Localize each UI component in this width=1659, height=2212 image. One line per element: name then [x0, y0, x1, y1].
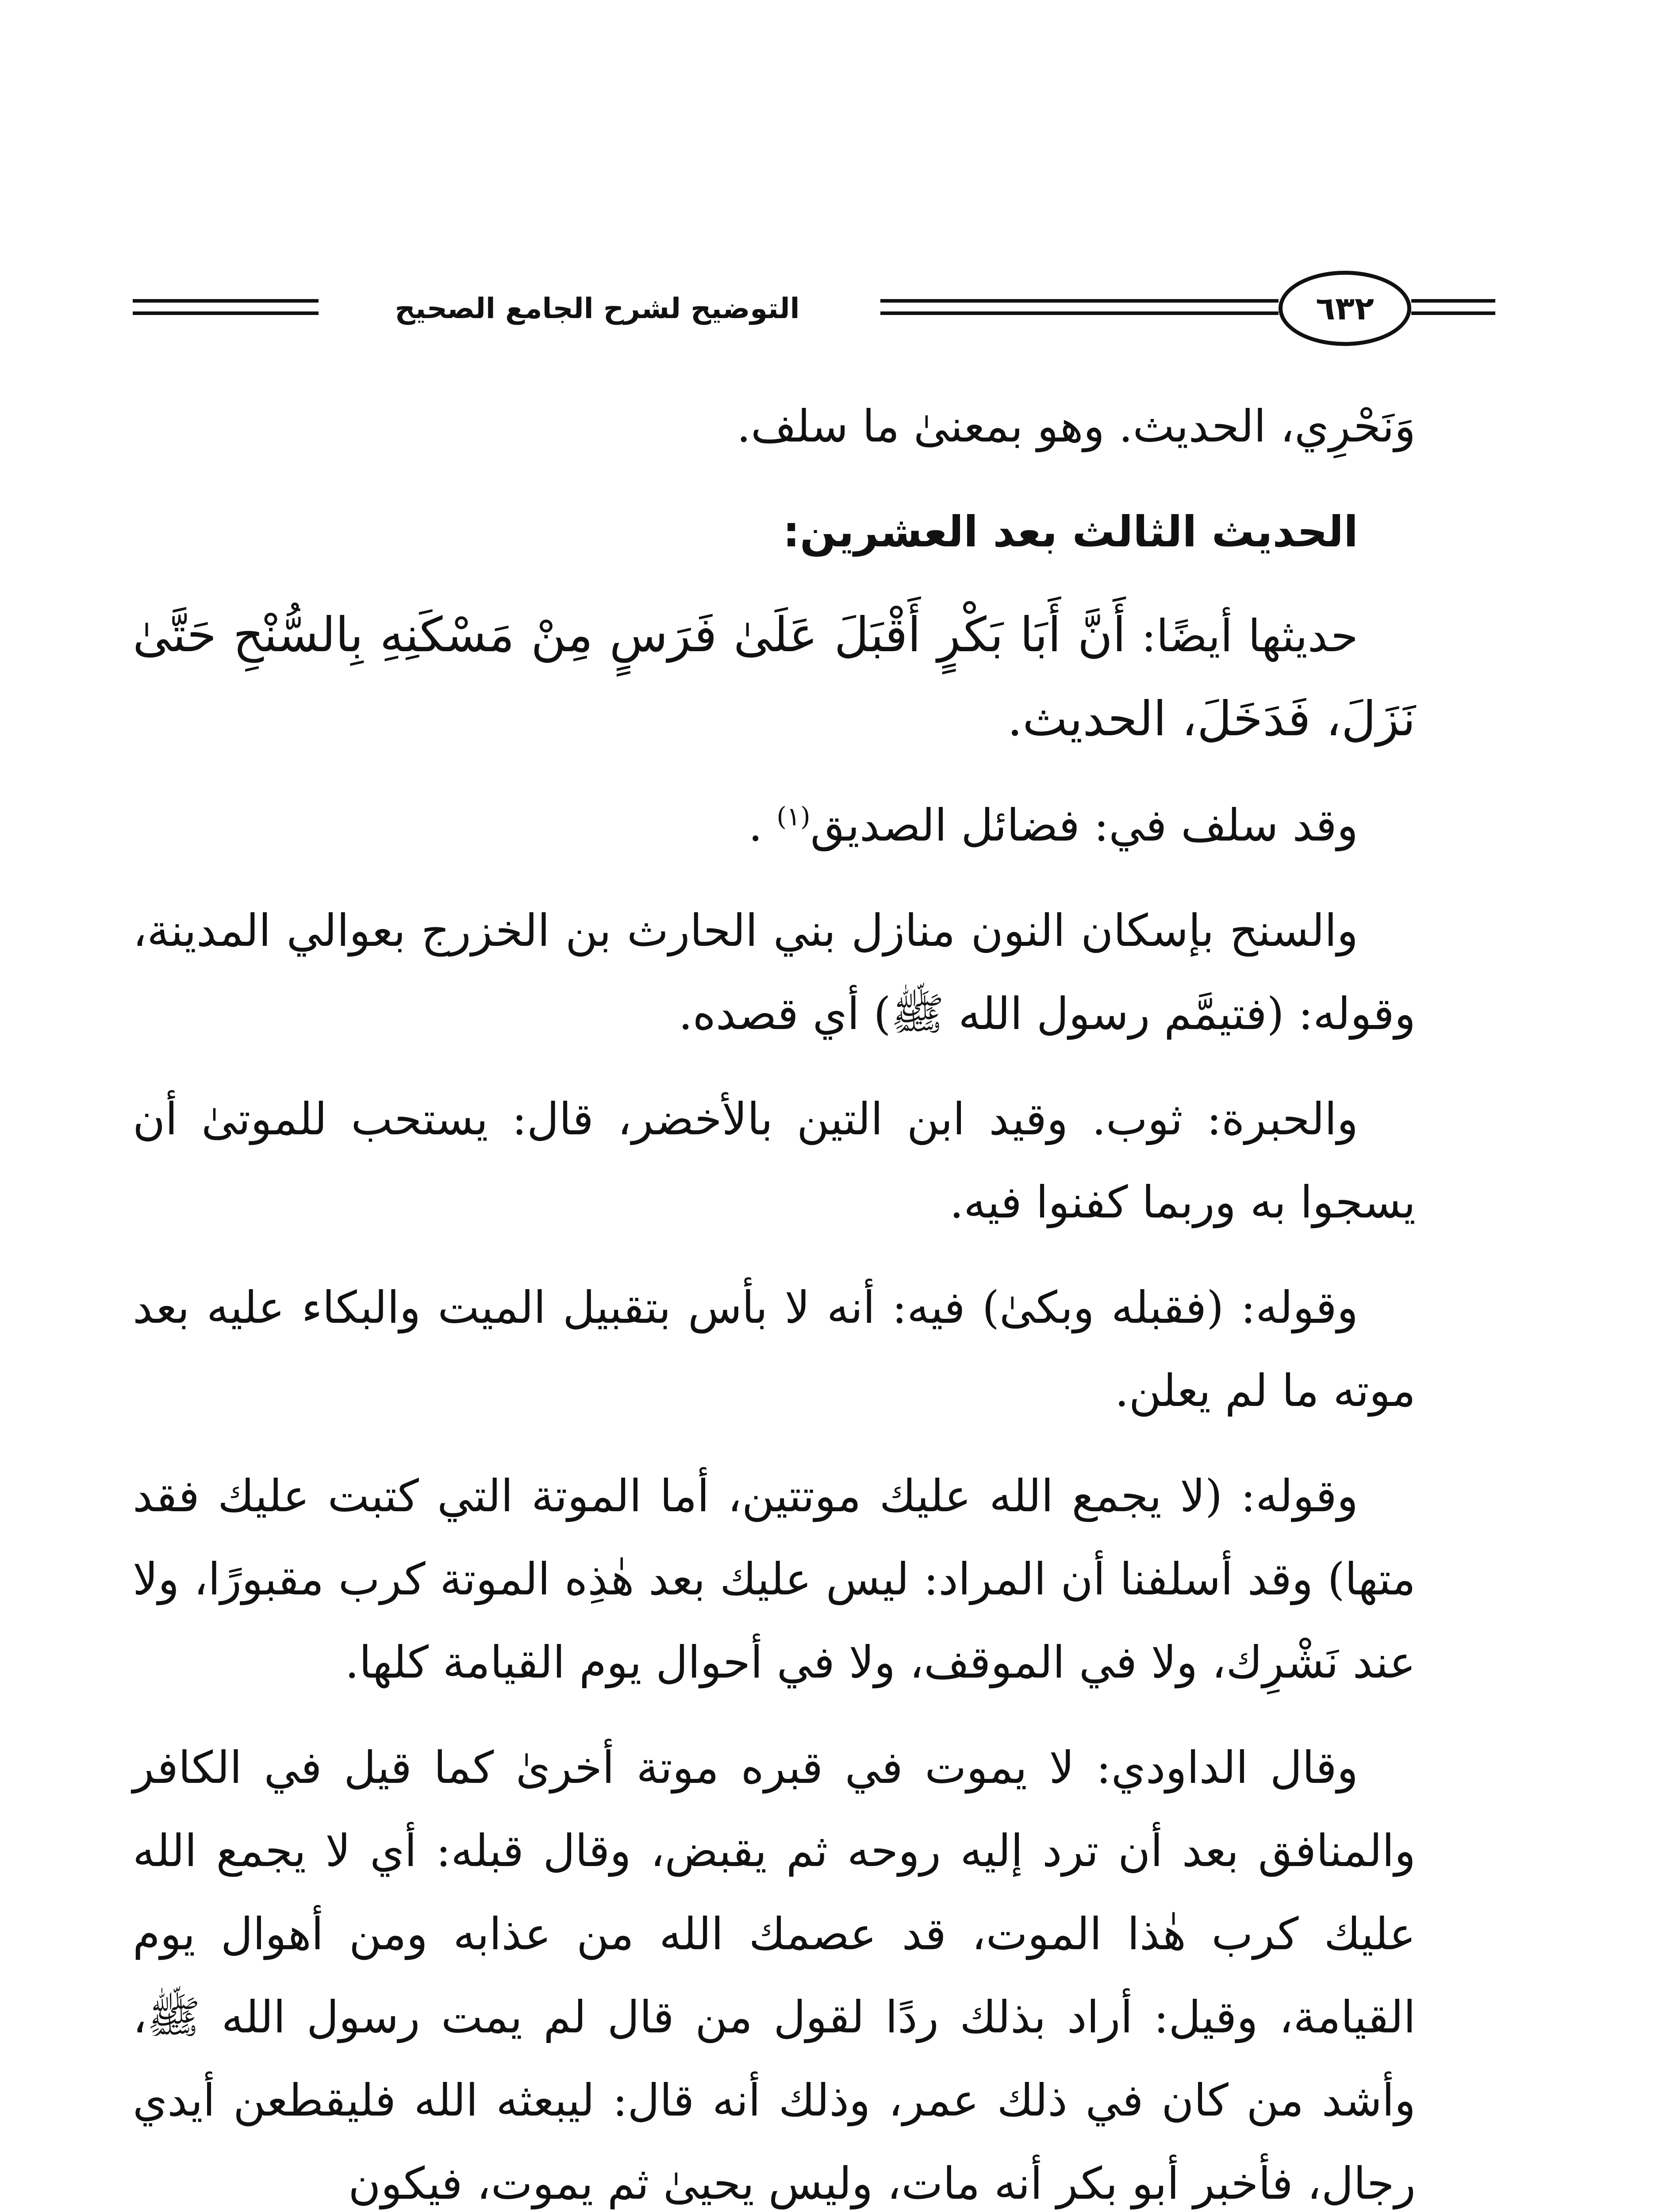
paragraph-hibra: والحبرة: ثوب. وقيد ابن التين بالأخضر، قال: يستحب للموتىٰ أن يسجوا به وربما كفنوا فيه.	[133, 1093, 1416, 1228]
page-number: ٦٣٢	[1316, 290, 1374, 327]
paragraph-sunh: والسنح بإسكان النون منازل بني الحارث بن الخزرج بعوالي المدينة، وقوله: (فتيمَّم رسول الله ﷺ) أي قصده.	[133, 905, 1416, 1040]
paragraph-two-deaths: وقوله: (لا يجمع الله عليك موتتين، أما الموتة التي كتبت عليك فقد متها) وقد أسلفنا أن المراد: ليس عليك بعد هٰذِه الموتة كرب مقبورًا، ولا عند نَشْرِك، ولا في الموقف، ولا في أحوال يوم القيامة كلها.	[133, 1470, 1416, 1688]
book-title: التوضيح لشرح الجامع الصحيح	[319, 287, 876, 331]
header-rule-left-top	[133, 299, 319, 303]
header-rule-middle-bottom	[880, 311, 1279, 315]
page-body	[133, 385, 1416, 2212]
reference-end: .	[748, 799, 763, 851]
hadith-text: أَنَّ أَبَا بَكْرٍ أَقْبَلَ عَلَىٰ فَرَسٍ مِنْ مَسْكَنِهِ بِالسُّنْحِ حَتَّىٰ نَزَلَ، فَدَخَلَ، الحديث.	[133, 607, 1416, 747]
header-rule-right-bottom	[1411, 311, 1495, 315]
footnote-marker: (١)	[776, 801, 810, 832]
section-heading: الحديث الثالث بعد العشرين:	[783, 507, 1358, 557]
paragraph-reference	[133, 784, 1416, 867]
paragraph-dawudi: وقال الداودي: لا يموت في قبره موتة أخرىٰ كما قيل في الكافر والمنافق بعد أن ترد إليه روحه ثم يقبض، وقال قبله: أي لا يجمع الله عليك كرب هٰذا الموت، قد عصمك الله من عذابه ومن أهوال يوم القيامة، وقيل: أراد بذلك ردًا لقول من قال لم يمت رسول الله ﷺ، وأشد من كان في ذلك عمر، وذلك أنه قال: ليبعثه الله فليقطعن أيدي رجال، فأخبر أبو بكر أنه مات، وليس يحيىٰ ثم يموت، فيكون	[133, 1742, 1416, 2209]
hadith-intro: حديثها أيضًا:	[1141, 610, 1358, 662]
header-rule-right-top	[1411, 299, 1495, 303]
paragraph-continuation: وَنَحْرِي، الحديث. وهو بمعنىٰ ما سلف.	[737, 400, 1416, 452]
page-number-badge	[1279, 271, 1411, 346]
header-rule-middle-top	[880, 299, 1279, 303]
paragraph-kissing: وقوله: (فقبله وبكىٰ) فيه: أنه لا بأس بتقبيل الميت والبكاء عليه بعد موته ما لم يعلن.	[133, 1282, 1416, 1417]
paragraph-hadith	[133, 594, 1416, 762]
running-header	[133, 265, 1495, 354]
reference-text: وقد سلف في: فضائل الصديق	[810, 799, 1358, 851]
header-rule-left-bottom	[133, 311, 319, 315]
